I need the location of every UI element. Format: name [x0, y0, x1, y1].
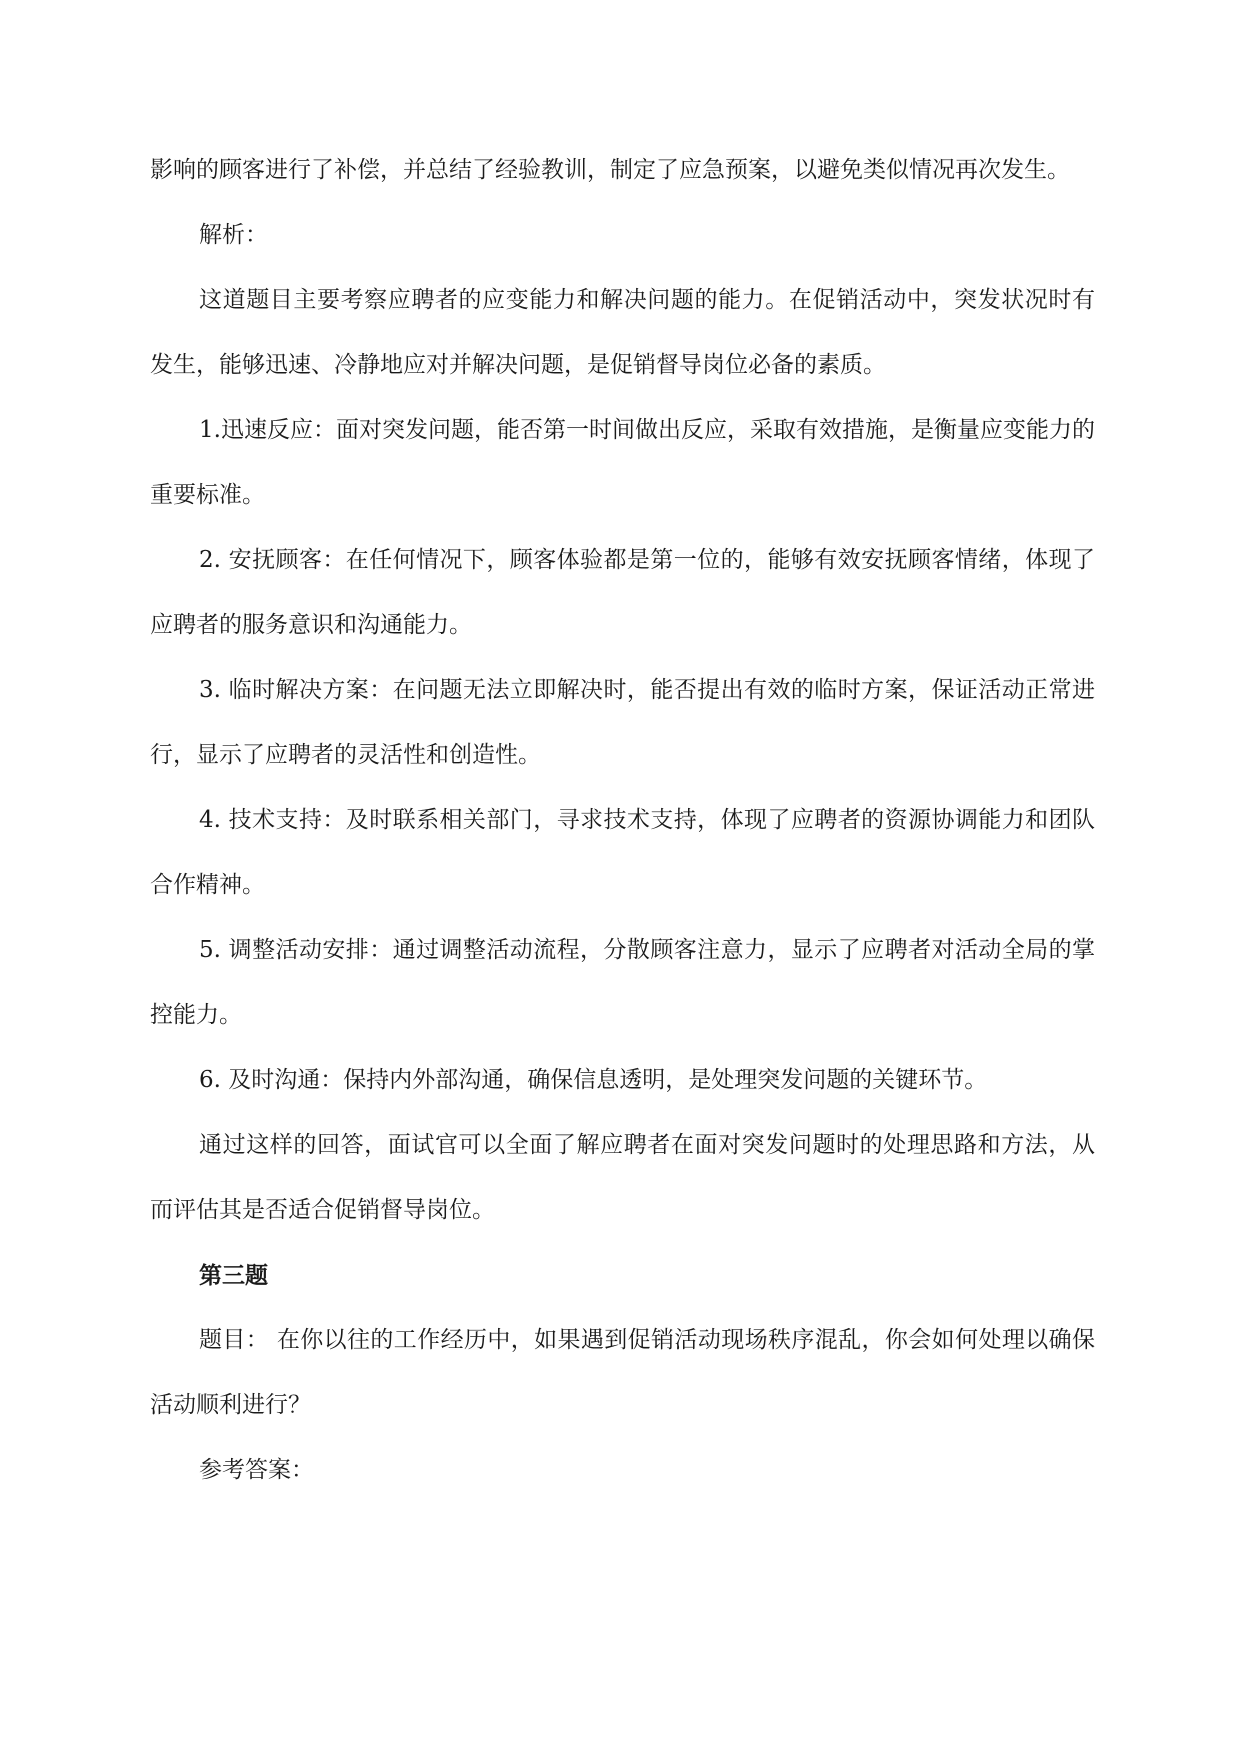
question-text: 题目： 在你以往的工作经历中，如果遇到促销活动现场秩序混乱，你会如何处理以确保活动顺利进行？: [150, 1327, 1095, 1418]
analysis-point-4: 4. 技术支持：及时联系相关部门，寻求技术支持，体现了应聘者的资源协调能力和团队合作精神。: [150, 807, 1095, 898]
analysis-point-2: 2. 安抚顾客：在任何情况下，顾客体验都是第一位的，能够有效安抚顾客情绪，体现了应聘者的服务意识和沟通能力。: [150, 547, 1095, 638]
analysis-point-3: 3. 临时解决方案：在问题无法立即解决时，能否提出有效的临时方案，保证活动正常进行，显示了应聘者的灵活性和创造性。: [150, 677, 1095, 768]
analysis-point-5: 5. 调整活动安排：通过调整活动流程，分散顾客注意力，显示了应聘者对活动全局的掌控能力。: [150, 937, 1095, 1028]
analysis-point-6: 6. 及时沟通：保持内外部沟通，确保信息透明，是处理突发问题的关键环节。: [199, 1067, 988, 1093]
analysis-conclusion: 通过这样的回答，面试官可以全面了解应聘者在面对突发问题时的处理思路和方法，从而评估其是否适合促销督导岗位。: [150, 1132, 1095, 1223]
section-heading: 第三题: [199, 1262, 268, 1289]
reference-answer-label: 参考答案：: [199, 1457, 314, 1483]
analysis-intro: 这道题目主要考察应聘者的应变能力和解决问题的能力。在促销活动中，突发状况时有发生，能够迅速、冷静地应对并解决问题，是促销督导岗位必备的素质。: [150, 287, 1095, 378]
paragraph-continuation: 影响的顾客进行了补偿，并总结了经验教训，制定了应急预案，以避免类似情况再次发生。: [150, 157, 1070, 183]
analysis-label: 解析：: [199, 222, 268, 248]
document-body: [150, 138, 1095, 1503]
analysis-point-1: 1.迅速反应：面对突发问题，能否第一时间做出反应，采取有效措施，是衡量应变能力的重要标准。: [150, 417, 1095, 508]
